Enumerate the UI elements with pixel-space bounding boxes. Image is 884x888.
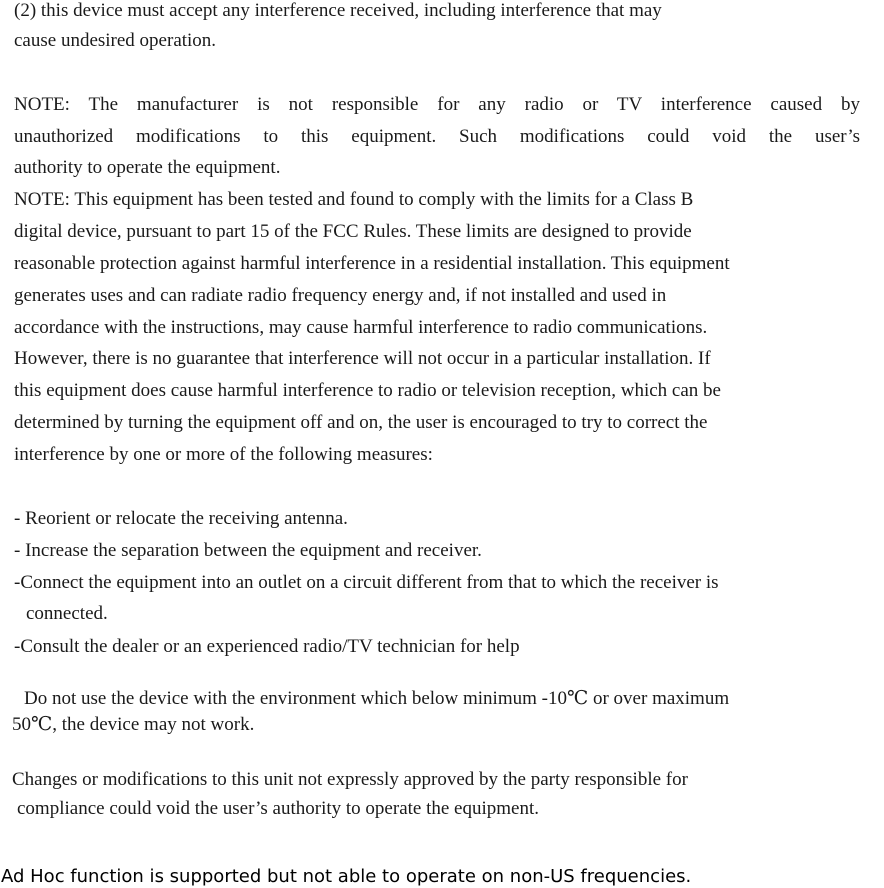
measure-item-2: - Increase the separation between the equipment and receiver. xyxy=(14,540,482,561)
intro-line-2: cause undesired operation. xyxy=(14,30,217,51)
note1-line-3: authority to operate the equipment. xyxy=(14,157,281,178)
measure-item-3-line-1: -Connect the equipment into an outlet on a circuit different from that to which the receiver is xyxy=(14,572,719,593)
measure-item-4: -Consult the dealer or an experienced radio/TV technician for help xyxy=(14,636,520,657)
changes-line-1: Changes or modifications to this unit not expressly approved by the party responsible for xyxy=(12,769,688,790)
temperature-line-1: Do not use the device with the environment which below minimum -10℃ or over maximum xyxy=(24,688,730,709)
note2-line-8: determined by turning the equipment off and on, the user is encouraged to try to correct the xyxy=(14,412,708,433)
note2-line-1: NOTE: This equipment has been tested and found to comply with the limits for a Class B xyxy=(14,189,694,210)
measure-item-3-line-2: connected. xyxy=(26,603,108,624)
measure-item-1: - Reorient or relocate the receiving antenna. xyxy=(14,508,348,529)
note2-line-7: this equipment does cause harmful interference to radio or television reception, which can be xyxy=(14,380,721,401)
note2-line-4: generates uses and can radiate radio frequency energy and, if not installed and used in xyxy=(14,285,667,306)
note2-line-3: reasonable protection against harmful interference in a residential installation. This equipment xyxy=(14,253,730,274)
note1-line-1: NOTE: The manufacturer is not responsible for any radio or TV interference caused by xyxy=(14,94,860,115)
intro-line-1: (2) this device must accept any interference received, including interference that may xyxy=(14,0,662,21)
note2-line-6: However, there is no guarantee that interference will not occur in a particular installation. If xyxy=(14,348,711,369)
temperature-line-2: 50℃, the device may not work. xyxy=(12,714,255,735)
changes-line-2: compliance could void the user’s authority to operate the equipment. xyxy=(17,798,539,819)
note2-line-5: accordance with the instructions, may cause harmful interference to radio communications. xyxy=(14,317,708,338)
note2-line-9: interference by one or more of the following measures: xyxy=(14,444,433,465)
note1-line-2: unauthorized modifications to this equipment. Such modifications could void the user’s xyxy=(14,126,860,147)
adhoc-notice: Ad Hoc function is supported but not able to operate on non-US frequencies. xyxy=(1,866,692,887)
note2-line-2: digital device, pursuant to part 15 of the FCC Rules. These limits are designed to provide xyxy=(14,221,692,242)
